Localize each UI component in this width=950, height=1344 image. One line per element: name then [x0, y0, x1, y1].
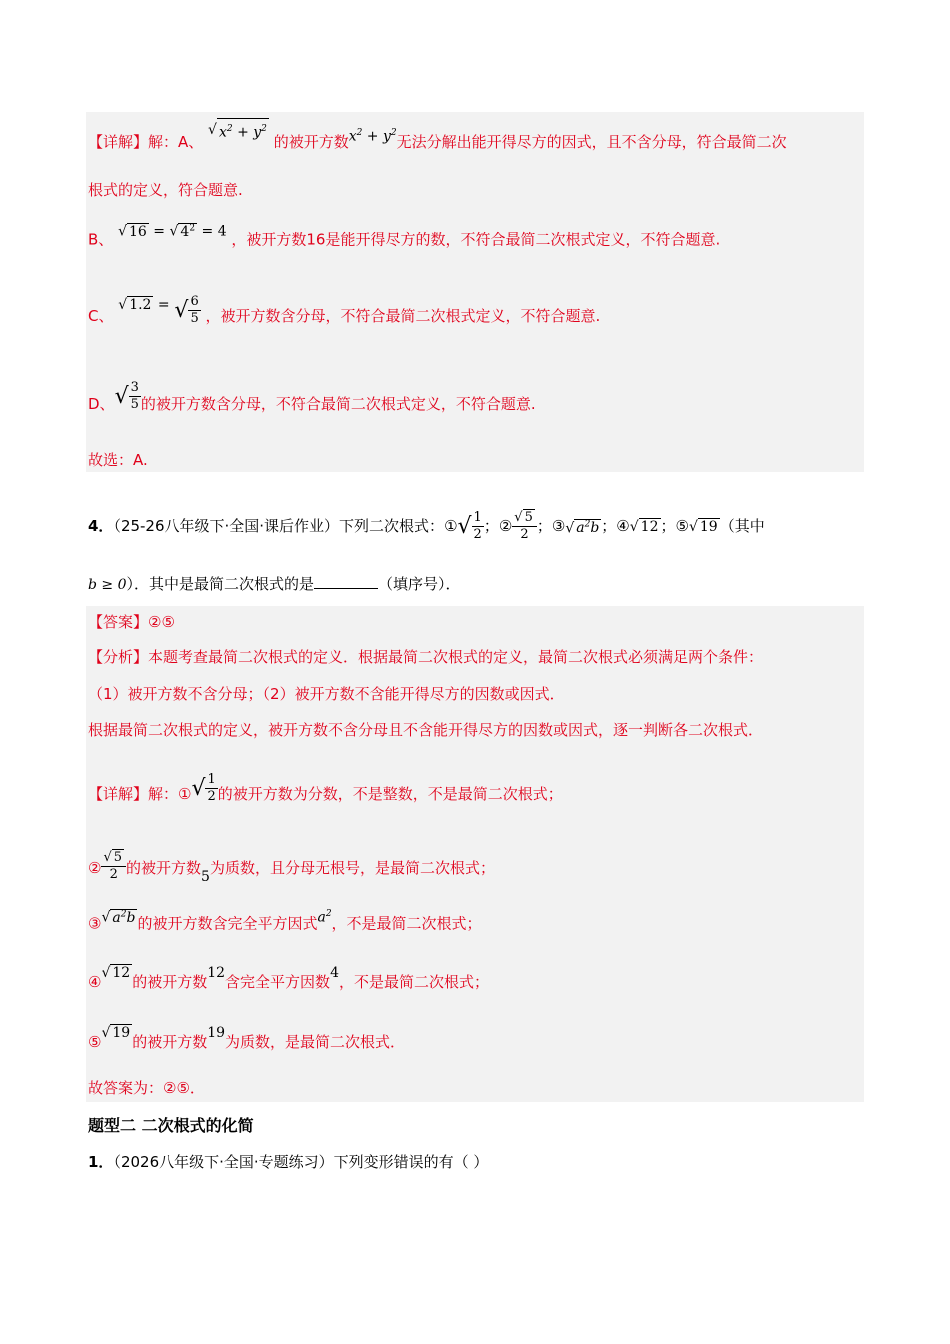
q4-detail-5: ⑤√ 19的被开方数19为质数，是最简二次根式． — [88, 1024, 406, 1051]
section-title: 题型二 二次根式的化简 — [88, 1116, 254, 1135]
q4-answer: 【答案】②⑤ — [88, 613, 175, 631]
q4-detail-2: ② $\frac{√ 5}{2}$ 的被开方数5为质数，且分母无根号，是最简二次根式； — [88, 850, 495, 885]
q4-conditions: （1）被开方数不含分母；（2）被开方数不含能开得尽方的因数或因式． — [88, 685, 565, 703]
q4-detail-1: 【详解】解：①√ $\frac{1}{2}$ 的被开方数为分数，不是整数，不是最简二次根式； — [88, 772, 563, 804]
q4-analysis: 【分析】本题考查最简二次根式的定义．根据最简二次根式的定义，最简二次根式必须满足两个条件： — [88, 648, 764, 666]
q4-method: 根据最简二次根式的定义，被开方数不含分母且不含能开得尽方的因数或因式，逐一判断各二次根式． — [88, 721, 764, 739]
q3-detail-line-a: 【详解】解：A、 √ $x^2 + y^2$ 的被开方数$x^2 + y^2$无法分解出能开得尽方的因式，且不含分母，符合最简二次 — [88, 130, 787, 155]
q4-detail-4: ④√ 12的被开方数12含完全平方因数4，不是最简二次根式； — [88, 964, 489, 991]
q4-stem-cont: b ≥ 0）．其中是最简二次根式的是 （填序号）． — [88, 575, 461, 593]
q3-detail-line-a2: 根式的定义，符合题意. — [88, 181, 243, 199]
q3-detail-option-c: C、 √ 1.2 = √ $\frac{6}{5}$ ，被开方数含分母，不符合最简二次根式定义，不符合题意. — [88, 294, 601, 326]
q4-stem: 4．（25-26八年级下·全国·课后作业）下列二次根式：①√ $\frac{1}{2}$ ；② $\frac{√ 5}{2}$ ；③√ $a^2b$ ；④√ 12 ；⑤√ 19 （其中 — [88, 510, 765, 542]
sqrt-expr-x2y2: √ $x^2 + y^2$ — [208, 118, 269, 143]
q3-detail-option-b: B、 √ 16 = √ $4^2 = 4$ ，被开方数16是能开得尽方的数，不符合最简二次根式定义，不符合题意. — [88, 223, 721, 249]
q4-detail-3: ③√ $a^2b$ 的被开方数含完全平方因式$a^2$，不是最简二次根式； — [88, 909, 482, 933]
q3-detail-option-d: D、√ $\frac{3}{5}$ 的被开方数含分母，不符合最简二次根式定义，不符合题意. — [88, 380, 536, 413]
q1-stem: 1．（2026八年级下·全国·专题练习）下列变形错误的有（ ） — [88, 1153, 489, 1171]
answer-blank[interactable] — [314, 574, 378, 589]
q4-final-answer: 故答案为：②⑤． — [88, 1079, 205, 1097]
q3-conclusion: 故选：A. — [88, 451, 148, 469]
